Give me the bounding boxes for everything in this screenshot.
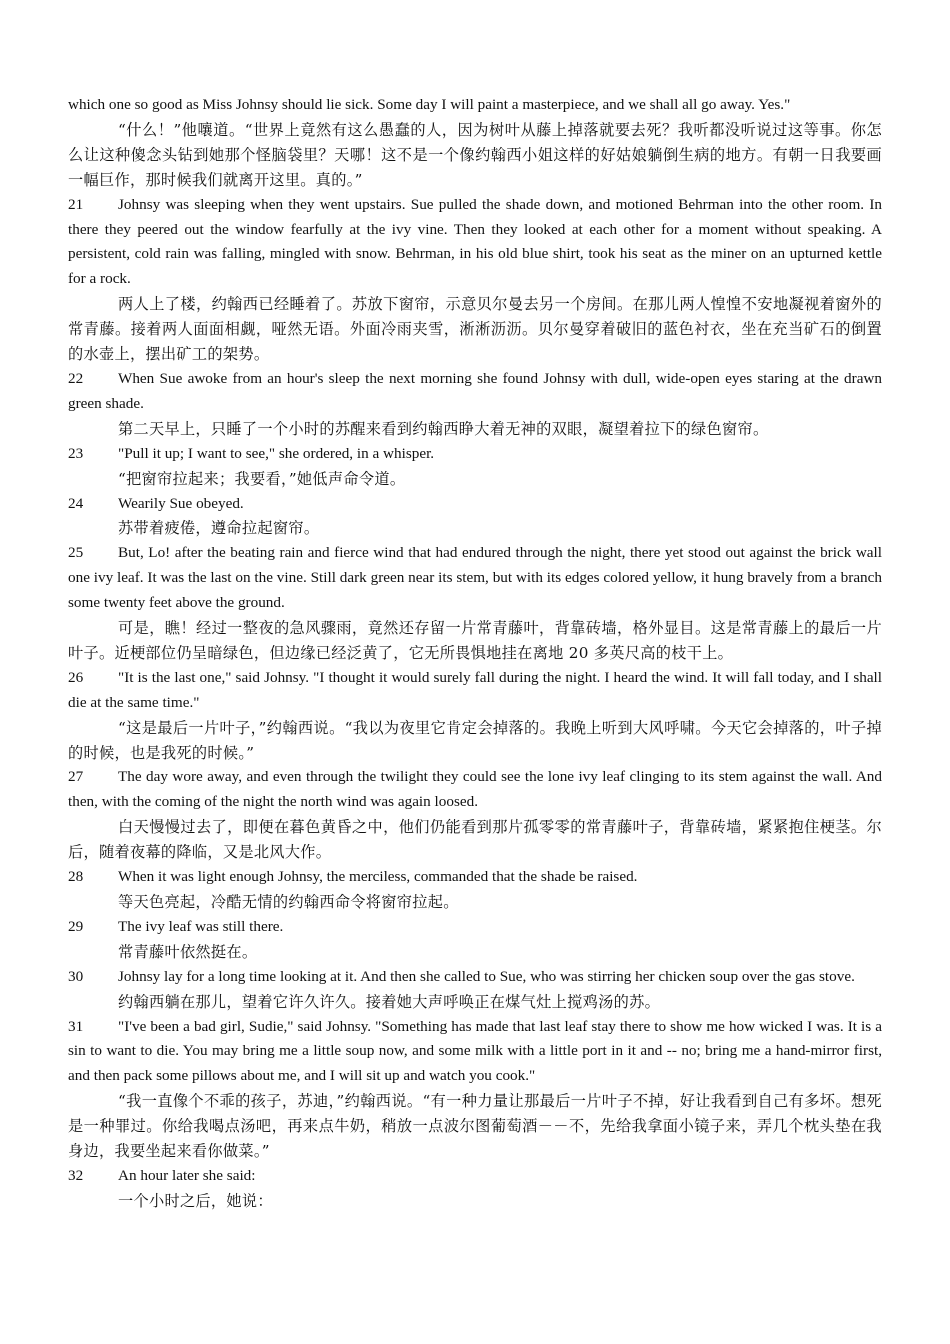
- chinese-translation: “我一直像个不乖的孩子，苏迪，”约翰西说。“有一种力量让那最后一片叶子不掉，好让我看到自己有多坏。想死是一种罪过。你给我喝点汤吧，再来点牛奶，稍放一点波尔图葡萄酒－－不，先给我拿面小镜子来，弄几个枕头垫在我身边，我要坐起来看你做菜。”: [68, 1092, 882, 1161]
- paragraph-block: [68, 1164, 882, 1214]
- english-text: [68, 492, 882, 517]
- chinese-translation: 一个小时之后，她说：: [118, 1191, 273, 1210]
- english-sentence: Johnsy was sleeping when they went upstairs. Sue pulled the shade down, and motioned Behrman into the other room. In there they peered out the window fearfully at the ivy vine. Then they looked at each other for a moment without speaking. A persistent, cold rain was falling, mingled with snow. Behrman, in his old blue shirt, took his seat as the miner on an upturned kettle for a rock.: [68, 195, 882, 288]
- chinese-translation: “把窗帘拉起来；我要看，”她低声命令道。: [118, 469, 406, 488]
- english-sentence: "I've been a bad girl, Sudie," said Johnsy. "Something has made that last leaf stay there to show me how wicked I was. It is a sin to want to die. You may bring me a little soup now, and some milk with a little port in it and -- no; bring me a hand-mirror first, and then pack some pillows about me, and I will sit up and watch you cook.": [68, 1017, 882, 1085]
- paragraph-block: [68, 965, 882, 1015]
- chinese-translation: 等天色亮起，冷酷无情的约翰西命令将窗帘拉起。: [118, 893, 459, 911]
- paragraph-number: 25: [68, 544, 84, 562]
- english-text: [68, 865, 882, 890]
- paragraph-number: 32: [68, 1166, 84, 1184]
- english-sentence: An hour later she said:: [118, 1166, 256, 1184]
- chinese-translation: 白天慢慢过去了，即便在暮色黄昏之中，他们仍能看到那片孤零零的常青藤叶子，背靠砖墙，紧紧抱住梗茎。尔后，随着夜幕的降临，又是北风大作。: [68, 818, 882, 862]
- paragraph-number: 31: [68, 1017, 84, 1035]
- english-sentence: When it was light enough Johnsy, the merciless, commanded that the shade be raised.: [118, 868, 638, 886]
- paragraph-block: [68, 492, 882, 542]
- chinese-translation: 常青藤叶依然挺在。: [118, 942, 258, 961]
- paragraph-block: [68, 367, 882, 442]
- paragraph-block: [68, 93, 882, 193]
- paragraph-number: 28: [68, 868, 84, 886]
- chinese-translation: 两人上了楼，约翰西已经睡着了。苏放下窗帘，示意贝尔曼去另一个房间。在那儿两人惶惶不安地凝视着窗外的常青藤。接着两人面面相觑，哑然无语。外面冷雨夹雪，淅淅沥沥。贝尔曼穿着破旧的蓝色衬衣，坐在充当矿石的倒置的水壶上，摆出矿工的架势。: [68, 295, 882, 364]
- paragraph-block: [68, 765, 882, 865]
- english-text: [68, 442, 882, 467]
- english-sentence: But, Lo! after the beating rain and fierce wind that had endured through the night, there yet stood out against the brick wall one ivy leaf. It was the last on the vine. Still dark green near its stem, but with its edges colored yellow, it hung bravely from a branch some twenty feet above the ground.: [68, 544, 882, 612]
- english-sentence: Wearily Sue obeyed.: [118, 494, 244, 512]
- chinese-translation: “这是最后一片叶子，”约翰西说。“我以为夜里它肯定会掉落的。我晚上听到大风呼啸。今天它会掉落的，叶子掉的时候，也是我死的时候。”: [68, 718, 882, 762]
- english-text: [68, 666, 882, 716]
- paragraph-number: 24: [68, 494, 84, 512]
- english-sentence: which one so good as Miss Johnsy should lie sick. Some day I will paint a masterpiece, and we shall all go away. Yes.": [68, 96, 791, 113]
- paragraph-block: [68, 442, 882, 492]
- english-sentence: "Pull it up; I want to see," she ordered, in a whisper.: [118, 444, 435, 462]
- english-text: [68, 1164, 882, 1189]
- paragraph-number: 29: [68, 917, 84, 935]
- chinese-translation: “什么！”他嚷道。“世界上竟然有这么愚蠢的人，因为树叶从藤上掉落就要去死？我听都没听说过这等事。你怎么让这种傻念头钻到她那个怪脑袋里？天哪！这不是一个像约翰西小姐这样的好姑娘躺倒生病的地方。有朝一日我要画一幅巨作，那时候我们就离开这里。真的。”: [68, 120, 882, 189]
- paragraph-block: [68, 541, 882, 666]
- document-page: [68, 93, 882, 1214]
- english-sentence: The ivy leaf was still there.: [118, 917, 284, 935]
- english-text: [68, 1015, 882, 1090]
- english-text: [68, 915, 882, 940]
- paragraph-block: [68, 193, 882, 367]
- english-sentence: The day wore away, and even through the twilight they could see the lone ivy leaf clinging to its stem against the wall. And then, with the coming of the night the north wind was again loosed.: [68, 768, 882, 811]
- paragraph-block: [68, 666, 882, 766]
- paragraph-block: [68, 865, 882, 915]
- paragraph-block: [68, 1015, 882, 1164]
- english-sentence: Johnsy lay for a long time looking at it. And then she called to Sue, who was stirring her chicken soup over the gas stove.: [118, 967, 855, 985]
- paragraph-number: 21: [68, 195, 84, 213]
- english-text: [68, 367, 882, 417]
- english-text: [68, 93, 882, 118]
- english-sentence: When Sue awoke from an hour's sleep the next morning she found Johnsy with dull, wide-open eyes staring at the drawn green shade.: [68, 369, 882, 412]
- english-text: [68, 965, 882, 990]
- chinese-translation: 约翰西躺在那儿，望着它许久许久。接着她大声呼唤正在煤气灶上搅鸡汤的苏。: [118, 992, 661, 1011]
- paragraph-number: 22: [68, 369, 84, 387]
- chinese-translation: 可是，瞧！经过一整夜的急风骤雨，竟然还存留一片常青藤叶，背靠砖墙，格外显目。这是常青藤上的最后一片叶子。近梗部位仍呈暗绿色，但边缘已经泛黄了，它无所畏惧地挂在离地 20 多英尺高的枝干上。: [68, 619, 882, 662]
- chinese-translation: 苏带着疲倦，遵命拉起窗帘。: [118, 519, 320, 538]
- english-text: [68, 765, 882, 815]
- paragraph-number: 27: [68, 768, 84, 786]
- english-text: [68, 193, 882, 293]
- paragraph-number: 23: [68, 444, 84, 462]
- english-sentence: "It is the last one," said Johnsy. "I thought it would surely fall during the night. I heard the wind. It will fall today, and I shall die at the same time.": [68, 668, 882, 711]
- paragraph-block: [68, 915, 882, 965]
- chinese-translation: 第二天早上，只睡了一个小时的苏醒来看到约翰西睁大着无神的双眼，凝望着拉下的绿色窗帘。: [118, 419, 769, 438]
- paragraph-number: 26: [68, 668, 84, 686]
- english-text: [68, 541, 882, 616]
- paragraph-number: 30: [68, 967, 84, 985]
